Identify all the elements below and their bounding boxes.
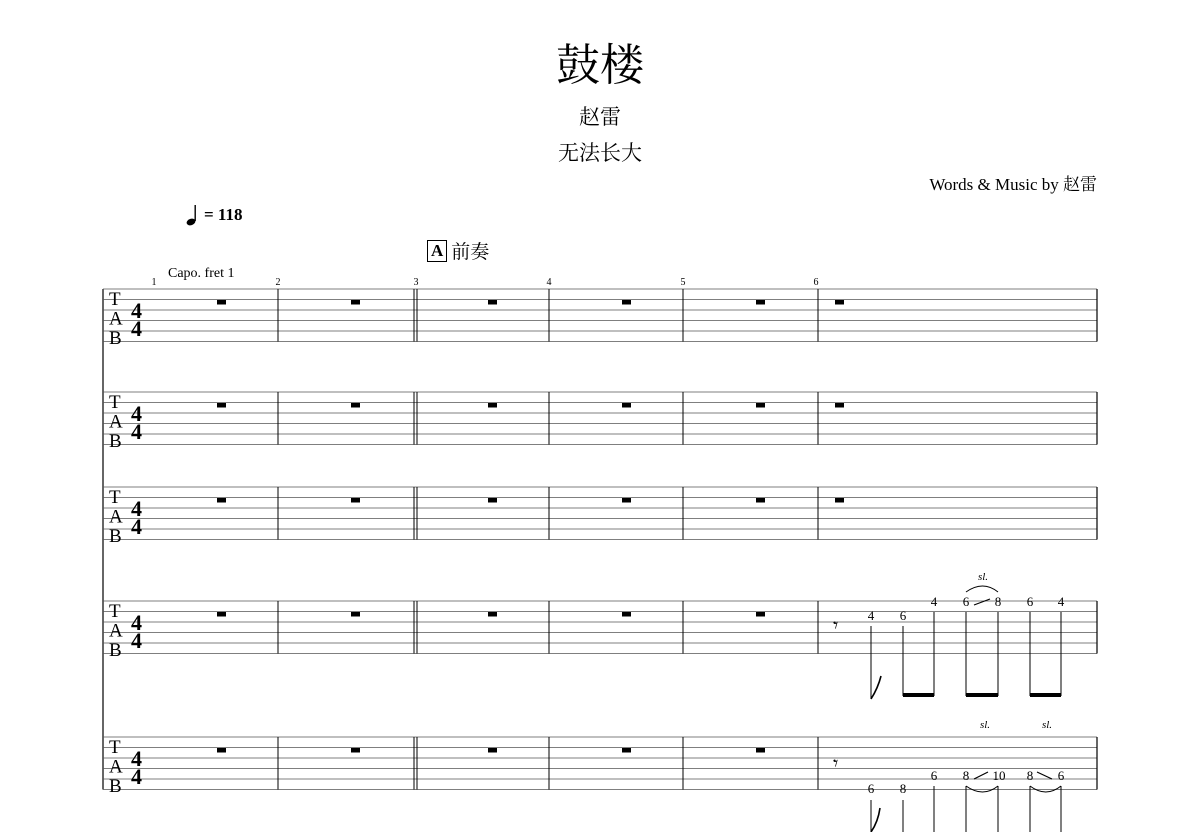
time-signature-bottom: 4	[131, 316, 142, 341]
whole-rest	[217, 748, 226, 753]
fret-number: 4	[1057, 594, 1065, 609]
tab-staff	[103, 392, 1097, 452]
tab-clef-letter: B	[109, 431, 122, 452]
whole-rest	[756, 403, 765, 408]
whole-rest	[351, 748, 360, 753]
whole-rest	[756, 498, 765, 503]
tab-clef-letter: B	[109, 776, 122, 797]
artist-name: 赵雷	[579, 105, 621, 129]
tempo-value: = 118	[204, 205, 243, 224]
time-signature-top: 4	[131, 401, 142, 426]
whole-rest	[835, 300, 844, 305]
measure-number: 6	[813, 277, 819, 288]
tab-clef-letter: T	[109, 392, 121, 413]
time-signature-top: 4	[131, 610, 142, 635]
tab-clef-letter: T	[109, 737, 121, 758]
fret-number: 8	[899, 781, 907, 796]
time-signature-bottom: 4	[131, 514, 142, 539]
fret-number: 8	[994, 594, 1002, 609]
tab-clef-letter: A	[109, 620, 123, 642]
time-signature-top: 4	[131, 298, 142, 323]
tab-clef-letter: T	[109, 601, 121, 622]
fret-number: 8	[1026, 768, 1034, 783]
tab-clef-letter: A	[109, 411, 123, 433]
staff-4-notes	[833, 571, 1065, 699]
slide-line	[1037, 772, 1052, 779]
eighth-rest: 𝄾	[833, 615, 839, 637]
whole-rest	[488, 300, 497, 305]
capo-text: Capo. fret 1	[168, 266, 235, 281]
fret-number: 6	[1026, 594, 1034, 609]
fret-number: 6	[899, 608, 907, 623]
whole-rest	[351, 300, 360, 305]
fret-number: 6	[867, 781, 875, 796]
fret-number: 10	[992, 768, 1006, 783]
whole-rest	[488, 748, 497, 753]
fret-number: 8	[962, 768, 970, 783]
section-letter: A	[427, 240, 447, 262]
tab-staff	[103, 601, 1097, 661]
tab-clef-letter: B	[109, 526, 122, 547]
whole-rest	[756, 300, 765, 305]
tab-clef-letter: B	[109, 328, 122, 349]
slide-marking: sl.	[979, 719, 991, 731]
staff-5-notes	[833, 719, 1065, 832]
whole-rest	[488, 498, 497, 503]
whole-rest	[756, 748, 765, 753]
tab-clef-letter: A	[109, 756, 123, 778]
tab-clef-letter: T	[109, 487, 121, 508]
measure-number: 4	[546, 277, 552, 288]
slide-line	[974, 599, 990, 605]
measure-number: 1	[151, 277, 157, 288]
measure-number: 5	[680, 277, 686, 288]
slur-arc	[1030, 786, 1061, 792]
whole-rest	[622, 748, 631, 753]
eighth-rest: 𝄾	[833, 753, 839, 775]
whole-rest	[351, 612, 360, 617]
time-signature-bottom: 4	[131, 628, 142, 653]
slide-marking: sl.	[1041, 719, 1053, 731]
whole-rest	[622, 612, 631, 617]
fret-number: 4	[930, 594, 938, 609]
tab-clef-letter: A	[109, 506, 123, 528]
measure-number: 3	[413, 277, 419, 288]
tab-staff	[103, 737, 1097, 797]
tab-clef-letter: A	[109, 308, 123, 330]
tab-clef-letter: B	[109, 640, 122, 661]
fret-number: 6	[962, 594, 970, 609]
credits: Words & Music by 赵雷	[929, 175, 1097, 194]
section-label: 前奏	[451, 241, 490, 263]
whole-rest	[351, 498, 360, 503]
whole-rest	[488, 612, 497, 617]
whole-rest	[217, 498, 226, 503]
whole-rest	[488, 403, 497, 408]
whole-rest	[835, 498, 844, 503]
tab-staff	[103, 289, 1097, 349]
time-signature-top: 4	[131, 746, 142, 771]
whole-rest	[217, 403, 226, 408]
album-name: 无法长大	[558, 141, 642, 165]
slide-line	[974, 772, 988, 779]
measure-number: 2	[275, 277, 281, 288]
song-title: 鼓楼	[556, 40, 644, 91]
note-beam	[903, 693, 934, 697]
fret-number: 6	[1057, 768, 1065, 783]
whole-rest	[622, 300, 631, 305]
whole-rest	[756, 612, 765, 617]
whole-rest	[217, 612, 226, 617]
whole-rest	[622, 498, 631, 503]
slide-marking: sl.	[977, 571, 989, 583]
time-signature-bottom: 4	[131, 764, 142, 789]
whole-rest	[622, 403, 631, 408]
slur-arc	[966, 586, 998, 592]
note-flag	[871, 676, 881, 699]
note-flag	[871, 808, 880, 832]
whole-rest	[217, 300, 226, 305]
fret-number: 6	[930, 768, 938, 783]
note-beam	[1030, 693, 1061, 697]
time-signature-bottom: 4	[131, 419, 142, 444]
tab-staff	[103, 487, 1097, 547]
time-signature-top: 4	[131, 496, 142, 521]
whole-rest	[835, 403, 844, 408]
tab-clef-letter: T	[109, 289, 121, 310]
note-beam	[966, 693, 998, 697]
whole-rest	[351, 403, 360, 408]
slur-arc	[966, 786, 998, 792]
fret-number: 4	[867, 608, 875, 623]
